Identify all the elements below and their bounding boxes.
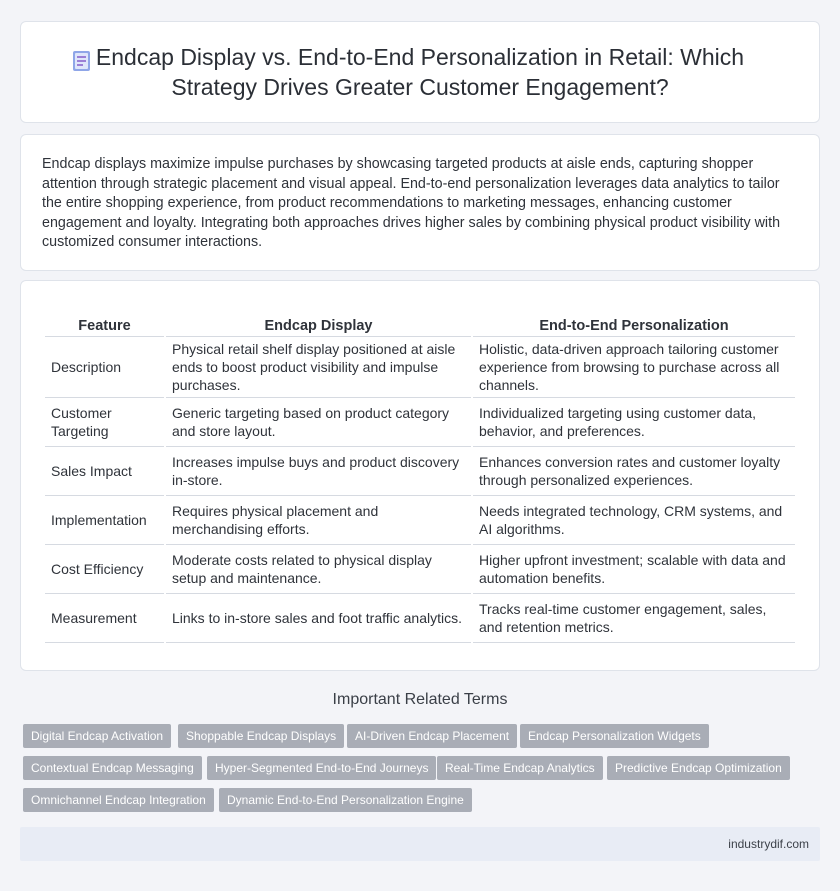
related-term-tag[interactable]: Predictive Endcap Optimization [607, 756, 790, 780]
row-feature: Cost Efficiency [45, 545, 164, 594]
row-personalization: Holistic, data-driven approach tailoring customer experience from browsing to purchase across all channels. [473, 337, 795, 398]
table-row [45, 545, 795, 594]
row-feature: Sales Impact [45, 447, 164, 496]
row-endcap: Requires physical placement and merchandising efforts. [166, 496, 471, 545]
page-title: Endcap Display vs. End-to-End Personalization in Retail: Which Strategy Drives Greater Customer Engagement? [95, 44, 745, 100]
row-personalization: Needs integrated technology, CRM systems, and AI algorithms. [473, 496, 795, 545]
table-row [45, 496, 795, 545]
footer-site-link[interactable]: industrydif.com [728, 837, 809, 851]
table-header-row [45, 315, 795, 337]
row-endcap: Generic targeting based on product category and store layout. [166, 398, 471, 447]
row-personalization: Individualized targeting using customer data, behavior, and preferences. [473, 398, 795, 447]
related-term-tag[interactable]: AI-Driven Endcap Placement [347, 724, 517, 748]
footer [20, 827, 820, 861]
row-personalization: Enhances conversion rates and customer loyalty through personalized experiences. [473, 447, 795, 496]
table-row [45, 337, 795, 398]
row-endcap: Links to in-store sales and foot traffic analytics. [166, 594, 471, 643]
intro-card [20, 134, 820, 271]
table-row [45, 594, 795, 643]
header-endcap: Endcap Display [166, 315, 471, 337]
row-feature: Implementation [45, 496, 164, 545]
related-term-tag[interactable]: Hyper-Segmented End-to-End Journeys [207, 756, 436, 780]
intro-paragraph: Endcap displays maximize impulse purchases by showcasing targeted products at aisle ends, capturing shopper attention through strategic placement and visual appeal. End-to-end personalization leverages data analytics to tailor the entire shopping experience, from product recommendations to marketing messages, enhancing customer engagement and loyalty. Integrating both approaches drives higher sales by combining physical product visibility with customized consumer interactions. [42, 156, 781, 251]
row-feature: Description [45, 337, 164, 398]
related-term-tag[interactable]: Real-Time Endcap Analytics [437, 756, 603, 780]
comparison-card [20, 280, 820, 671]
row-feature: Measurement [45, 594, 164, 643]
comparison-table [43, 315, 797, 643]
title-card [20, 21, 820, 123]
header-personalization: End-to-End Personalization [473, 315, 795, 337]
related-terms-title: Important Related Terms [332, 691, 508, 708]
related-term-tag[interactable]: Endcap Personalization Widgets [520, 724, 709, 748]
row-endcap: Physical retail shelf display positioned at aisle ends to boost product visibility and impulse purchases. [166, 337, 471, 398]
header-feature: Feature [45, 315, 164, 337]
row-personalization: Tracks real-time customer engagement, sales, and retention metrics. [473, 594, 795, 643]
related-term-tag[interactable]: Contextual Endcap Messaging [23, 756, 202, 780]
related-term-tag[interactable]: Shoppable Endcap Displays [178, 724, 344, 748]
related-term-tag[interactable]: Digital Endcap Activation [23, 724, 171, 748]
row-endcap: Moderate costs related to physical display setup and maintenance. [166, 545, 471, 594]
table-row [45, 447, 795, 496]
related-term-tag[interactable]: Dynamic End-to-End Personalization Engine [219, 788, 472, 812]
table-row [45, 398, 795, 447]
row-feature: Customer Targeting [45, 398, 164, 447]
row-personalization: Higher upfront investment; scalable with data and automation benefits. [473, 545, 795, 594]
row-endcap: Increases impulse buys and product discovery in-store. [166, 447, 471, 496]
related-term-tag[interactable]: Omnichannel Endcap Integration [23, 788, 214, 812]
